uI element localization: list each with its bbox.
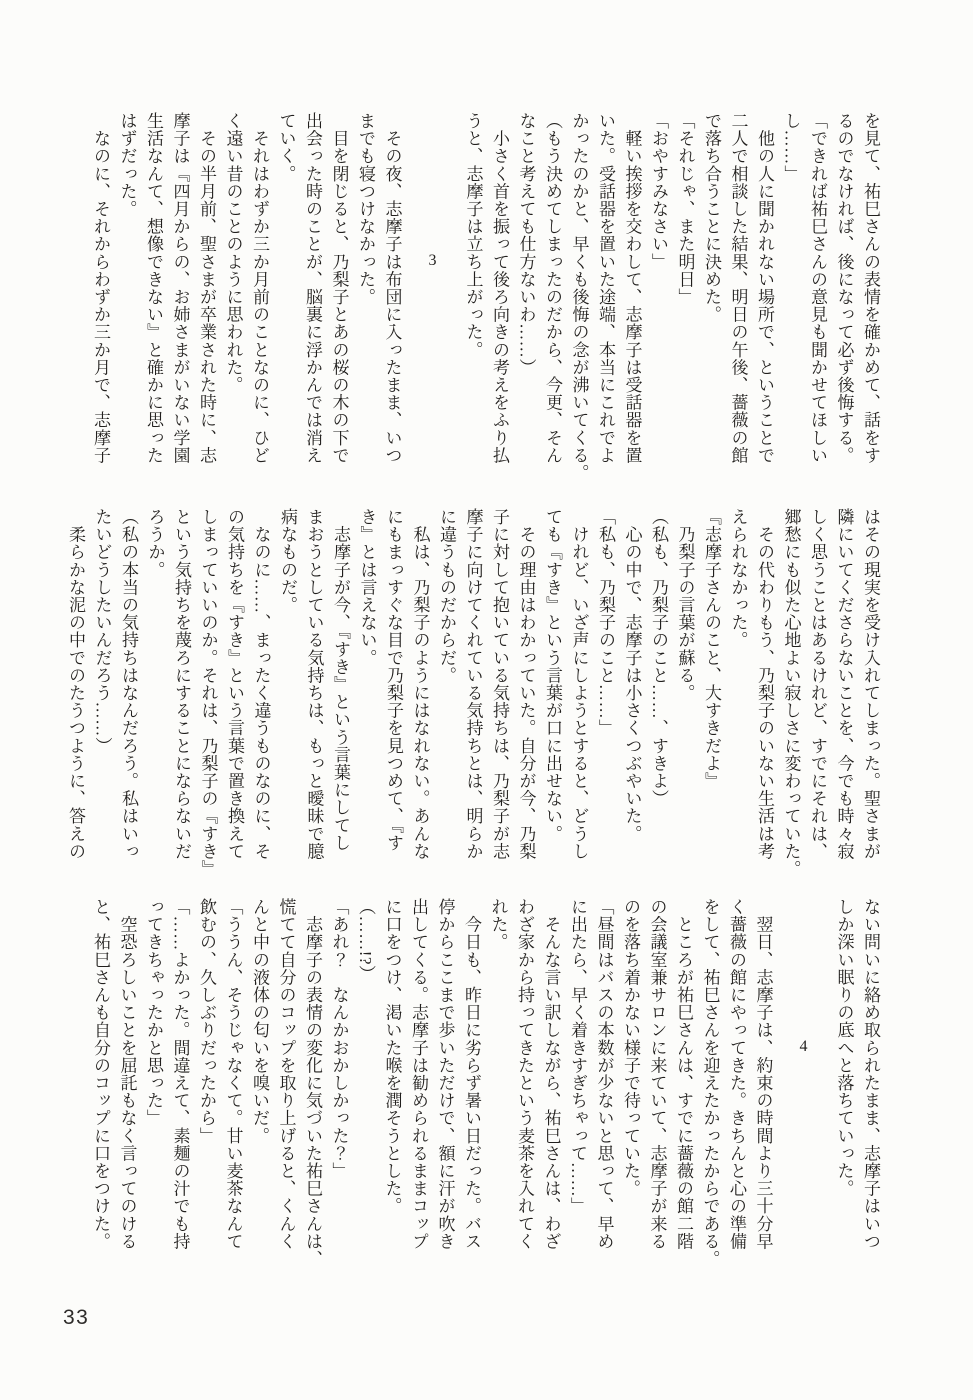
text-column: うと、志摩子は立ち上がった。 bbox=[463, 112, 483, 359]
text-column: 摩子は『四月からの、お姉さまがいない学園 bbox=[170, 112, 190, 464]
text-column: しく思うことはあるけれど、すでにそれは、 bbox=[808, 508, 827, 860]
text-column: 慌てて自分のコップを取り上げると、くんく bbox=[276, 898, 296, 1250]
text-column: まおうとしている気持ちは、もっと曖昧で臆 bbox=[304, 508, 324, 860]
text-column: なのに……、まったく違うものなのに、そ bbox=[251, 508, 271, 860]
text-column: ところが祐巳さんは、すでに薔薇の館二階 bbox=[674, 898, 693, 1250]
text-column: れた。 bbox=[488, 898, 508, 951]
text-column: 乃梨子の言葉が蘇る。 bbox=[675, 508, 695, 702]
text-column: ていく。 bbox=[276, 112, 296, 183]
text-column: 「おやすみなさい」 bbox=[649, 112, 668, 271]
text-column: しまっていいのか。それは、乃梨子の『すき』 bbox=[198, 508, 218, 878]
text-column: 「ううん、そうじゃなくて。甘い麦茶なんて bbox=[223, 898, 243, 1250]
text-column: 「あれ？ なんかおかしかった？」 bbox=[329, 898, 349, 1180]
text-column: 「私も、乃梨子のこと……」 bbox=[596, 508, 615, 737]
text-column: く薔薇の館にやってきた。きちんと心の準備 bbox=[727, 898, 746, 1250]
text-column: ってきちゃったかと思った」 bbox=[144, 898, 163, 1127]
text-column: で落ち合うことに決めた。 bbox=[702, 112, 721, 324]
text-column: 私は、乃梨子のようにはなれない。あんな bbox=[410, 508, 430, 860]
text-column: その代わりもう、乃梨子のいない生活は考 bbox=[755, 508, 774, 860]
text-block-top bbox=[87, 112, 884, 494]
section-number: 3 bbox=[424, 252, 441, 269]
text-column: ても『すき』という言葉が口に出せない。 bbox=[543, 508, 562, 843]
text-column: しか深い眠りの底へと落ちていった。 bbox=[834, 898, 854, 1198]
text-column: 「昼間はバスの本数が少ないと思って、早め bbox=[594, 898, 614, 1250]
text-column: までも寝つけなかった。 bbox=[356, 112, 375, 306]
text-column: たいどうしたいんだろう……） bbox=[92, 508, 112, 755]
text-column: という気持ちを蔑ろにすることにならないだ bbox=[172, 508, 191, 860]
text-column: そんな言い訳しながら、祐巳さんは、わざ bbox=[541, 898, 561, 1250]
text-column: 郷愁にも似た心地よい寂しさに変わっていた。 bbox=[781, 508, 801, 878]
text-column: ろうか。 bbox=[145, 508, 165, 579]
text-column: 今日も、昨日に劣らず暑い日だった。バス bbox=[462, 898, 481, 1250]
text-column: の会議室兼サロンに来ていて、志摩子が来る bbox=[647, 898, 667, 1250]
text-column: ない問いに絡め取られたまま、志摩子はいつ bbox=[861, 898, 880, 1250]
text-block-bottom bbox=[87, 898, 884, 1280]
text-block-middle bbox=[62, 508, 884, 890]
text-column: いた。受話器を置いた途端、本当にこれでよ bbox=[596, 112, 615, 464]
text-column: 飲むの、久しぶりだったから」 bbox=[197, 898, 216, 1145]
text-column: に出たら、早く着きすぎちゃって……」 bbox=[568, 898, 587, 1215]
text-column: 出してくる。志摩子は勧められるままコップ bbox=[409, 898, 428, 1250]
text-column: 摩子に向けてくれている気持ちとは、明らか bbox=[463, 508, 483, 860]
text-column: 目を閉じると、乃梨子とあの桜の木の下で bbox=[329, 112, 349, 464]
text-column: 志摩子の表情の変化に気づいた祐巳さんは、 bbox=[303, 898, 322, 1268]
text-column: なこと考えても仕方ないわ……） bbox=[516, 112, 536, 376]
text-column: 『志摩子さんのこと、大すきだよ』 bbox=[702, 508, 721, 790]
text-column: 空恐ろしいことを屈託もなく言ってのける bbox=[117, 898, 137, 1250]
text-column: はずだった。 bbox=[117, 112, 137, 218]
text-column: を見て、祐巳さんの表情を確かめて、話をす bbox=[861, 112, 880, 464]
text-column: 停からここまで歩いただけで、額に汗が吹き bbox=[435, 898, 455, 1250]
text-column: なのに、それからわずか三か月で、志摩子 bbox=[91, 112, 110, 464]
text-column: 生活なんて、想像できない』と確かに思った bbox=[144, 112, 163, 464]
text-column: 「それじゃ、また明日」 bbox=[675, 112, 695, 306]
text-column: 隣にいてくださらないことを、今でも時々寂 bbox=[834, 508, 854, 860]
text-column: かったのかと、早くも後悔の念が沸いてくる。 bbox=[569, 112, 589, 482]
text-column: わざ家から持ってきたという麦茶を入れてく bbox=[515, 898, 534, 1250]
text-column: けれど、いざ声にしようとすると、どうし bbox=[569, 508, 589, 860]
text-column: く遠い昔のことのように思われた。 bbox=[223, 112, 243, 394]
text-column: んと中の液体の匂いを嗅いだ。 bbox=[250, 898, 269, 1145]
text-column: 柔らかな泥の中でのたうつように、答えの bbox=[66, 508, 85, 860]
text-column: はその現実を受け入れてしまった。聖さまが bbox=[861, 508, 880, 860]
text-column: 他の人に聞かれない場所で、ということで bbox=[755, 112, 774, 464]
text-column: それはわずか三か月前のことなのに、ひど bbox=[250, 112, 269, 464]
page-number: 33 bbox=[63, 1306, 90, 1329]
text-column: 子に対して抱いている気持ちは、乃梨子が志 bbox=[490, 508, 509, 860]
text-column: の気持ちを『すき』という言葉で置き換えて bbox=[225, 508, 244, 860]
text-column: 翌日、志摩子は、約束の時間より三十分早 bbox=[753, 898, 773, 1250]
text-column: （私の本当の気持ちはなんだろう。私はいっ bbox=[119, 508, 138, 860]
text-column: その夜、志摩子は布団に入ったまま、いつ bbox=[382, 112, 402, 464]
text-column: 二人で相談した結果、明日の午後、薔薇の館 bbox=[728, 112, 748, 464]
text-column: （私も、乃梨子のこと……、すきよ） bbox=[649, 508, 668, 808]
text-column: 出会った時のことが、脳裏に浮かんでは消え bbox=[303, 112, 322, 464]
text-column: その理由はわかっていた。自分が今、乃梨 bbox=[516, 508, 536, 860]
text-column: 「できれば祐巳さんの意見も聞かせてほしい bbox=[808, 112, 827, 464]
text-column: 小さく首を振って後ろ向きの考えをふり払 bbox=[490, 112, 509, 464]
text-column: き』とは言えない。 bbox=[357, 508, 377, 667]
text-column: 志摩子が今、『すき』という言葉にしてし bbox=[331, 508, 350, 852]
text-column: えられなかった。 bbox=[728, 508, 748, 649]
section-number: 4 bbox=[795, 1038, 812, 1055]
text-column: その半月前、聖さまが卒業された時に、志 bbox=[197, 112, 216, 464]
text-column: 心の中で、志摩子は小さくつぶやいた。 bbox=[622, 508, 642, 843]
text-column: し……」 bbox=[781, 112, 801, 183]
text-column: のを落ち着かない様子で待っていた。 bbox=[621, 898, 640, 1198]
text-column: 軽い挨拶を交わして、志摩子は受話器を置 bbox=[622, 112, 642, 464]
text-column: と、祐巳さんも自分のコップに口をつけた。 bbox=[91, 898, 110, 1250]
text-column: に口をつけ、渇いた喉を潤そうとした。 bbox=[382, 898, 402, 1215]
text-column: 病なものだ。 bbox=[278, 508, 297, 614]
text-column: に違うものだからだ。 bbox=[437, 508, 456, 684]
text-column: （もう決めてしまったのだから、今更、そん bbox=[543, 112, 562, 464]
text-column: をして、祐巳さんを迎えたかったからである。 bbox=[700, 898, 720, 1268]
text-column: 「……よかった。間違えて、素麺の汁でも持 bbox=[170, 898, 190, 1250]
text-column: るのでなければ、後になって必ず後悔する。 bbox=[834, 112, 854, 464]
text-column: （……!?） bbox=[356, 898, 375, 983]
text-column: にもまっすぐな目で乃梨子を見つめて、『す bbox=[384, 508, 403, 852]
